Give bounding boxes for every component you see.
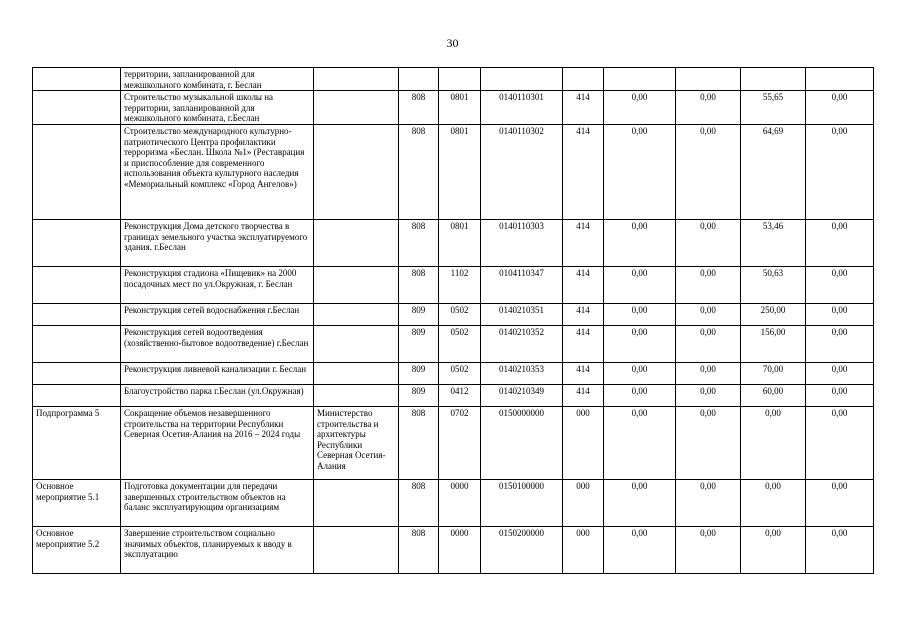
value-cell-3 (741, 68, 806, 91)
value-cell-2: 0,00 (676, 406, 741, 479)
value-cell-1: 0,00 (604, 303, 676, 325)
grbs-cell: 808 (399, 124, 439, 219)
value-cell-1: 0,00 (604, 266, 676, 303)
csr-cell: 0150200000 (481, 526, 563, 573)
name-cell: Подготовка документации для передачи завершенных строительством объектов на баланс эксплуатирующим организациям (121, 479, 314, 526)
name-cell: Реконструкция Дома детского творчества в границах земельного участка эксплуатируемого здания. г.Беслан (121, 219, 314, 266)
vr-cell: 000 (563, 406, 604, 479)
vr-cell: 000 (563, 479, 604, 526)
rzpr-cell: 0412 (439, 384, 481, 406)
level-cell (33, 325, 121, 362)
value-cell-1: 0,00 (604, 124, 676, 219)
rzpr-cell: 0000 (439, 479, 481, 526)
name-cell: Завершение строительством социально значимых объектов, планируемых к вводу в эксплуатацию (121, 526, 314, 573)
table-row (33, 68, 874, 91)
value-cell-2: 0,00 (676, 91, 741, 125)
value-cell-1: 0,00 (604, 526, 676, 573)
value-cell-2: 0,00 (676, 219, 741, 266)
grbs-cell: 809 (399, 362, 439, 384)
csr-cell: 0140210353 (481, 362, 563, 384)
value-cell-4: 0,00 (806, 406, 874, 479)
table-row (33, 406, 874, 479)
rzpr-cell: 0000 (439, 526, 481, 573)
table-row (33, 91, 874, 125)
name-cell: Реконструкция сетей водоснабжения г.Беслан (121, 303, 314, 325)
name-cell: Реконструкция ливневой канализации г. Беслан (121, 362, 314, 384)
grbs-cell: 809 (399, 325, 439, 362)
csr-cell: 0150000000 (481, 406, 563, 479)
rzpr-cell: 0801 (439, 124, 481, 219)
csr-cell: 0140210351 (481, 303, 563, 325)
value-cell-3: 0,00 (741, 526, 806, 573)
executor-cell (314, 526, 399, 573)
table-row (33, 325, 874, 362)
table-row (33, 219, 874, 266)
vr-cell: 414 (563, 91, 604, 125)
vr-cell: 414 (563, 362, 604, 384)
executor-cell (314, 362, 399, 384)
value-cell-1: 0,00 (604, 406, 676, 479)
level-cell (33, 303, 121, 325)
executor-cell (314, 384, 399, 406)
value-cell-4: 0,00 (806, 479, 874, 526)
name-cell: Сокращение объемов незавершенного строительства на территории Республики Северная Осетия-Алания на 2016 – 2024 годы (121, 406, 314, 479)
csr-cell: 0150100000 (481, 479, 563, 526)
level-cell (33, 91, 121, 125)
table-row (33, 362, 874, 384)
value-cell-1: 0,00 (604, 91, 676, 125)
level-cell (33, 124, 121, 219)
value-cell-4: 0,00 (806, 362, 874, 384)
csr-cell: 0104110347 (481, 266, 563, 303)
executor-cell (314, 68, 399, 91)
rzpr-cell: 0702 (439, 406, 481, 479)
grbs-cell: 808 (399, 479, 439, 526)
value-cell-3: 250,00 (741, 303, 806, 325)
value-cell-3: 50,63 (741, 266, 806, 303)
value-cell-3: 55,65 (741, 91, 806, 125)
grbs-cell: 809 (399, 303, 439, 325)
executor-cell (314, 303, 399, 325)
rzpr-cell: 1102 (439, 266, 481, 303)
table-row (33, 526, 874, 573)
value-cell-3: 64,69 (741, 124, 806, 219)
value-cell-4: 0,00 (806, 124, 874, 219)
vr-cell: 414 (563, 303, 604, 325)
grbs-cell: 808 (399, 219, 439, 266)
value-cell-3: 53,46 (741, 219, 806, 266)
level-cell (33, 266, 121, 303)
level-cell (33, 68, 121, 91)
value-cell-4: 0,00 (806, 303, 874, 325)
value-cell-3: 60,00 (741, 384, 806, 406)
vr-cell: 414 (563, 384, 604, 406)
table-row (33, 479, 874, 526)
csr-cell: 0140110302 (481, 124, 563, 219)
budget-table (32, 67, 874, 574)
vr-cell: 414 (563, 325, 604, 362)
rzpr-cell: 0801 (439, 91, 481, 125)
value-cell-1: 0,00 (604, 219, 676, 266)
name-cell: Строительство музыкальной школы на территории, запланированной для межшкольного комбината, г.Беслан (121, 91, 314, 125)
value-cell-1 (604, 68, 676, 91)
csr-cell: 0140110303 (481, 219, 563, 266)
value-cell-2: 0,00 (676, 362, 741, 384)
table-row (33, 303, 874, 325)
level-cell (33, 362, 121, 384)
value-cell-2: 0,00 (676, 325, 741, 362)
executor-cell (314, 91, 399, 125)
name-cell: территории, запланированной для межшкольного комбината, г. Беслан (121, 68, 314, 91)
table-row (33, 384, 874, 406)
value-cell-4: 0,00 (806, 384, 874, 406)
executor-cell: Министерство строительства и архитектуры Республики Северная Осетия-Алания (314, 406, 399, 479)
value-cell-2: 0,00 (676, 479, 741, 526)
value-cell-3: 0,00 (741, 406, 806, 479)
rzpr-cell: 0502 (439, 325, 481, 362)
level-cell: Основное мероприятие 5.2 (33, 526, 121, 573)
grbs-cell: 808 (399, 91, 439, 125)
value-cell-3: 0,00 (741, 479, 806, 526)
grbs-cell (399, 68, 439, 91)
executor-cell (314, 219, 399, 266)
value-cell-1: 0,00 (604, 362, 676, 384)
vr-cell (563, 68, 604, 91)
value-cell-3: 70,00 (741, 362, 806, 384)
vr-cell: 414 (563, 124, 604, 219)
table-row (33, 266, 874, 303)
value-cell-3: 156,00 (741, 325, 806, 362)
csr-cell: 0140210349 (481, 384, 563, 406)
grbs-cell: 808 (399, 526, 439, 573)
name-cell: Реконструкция сетей водоотведения (хозяйственно-бытовое водоотведение) г.Беслан (121, 325, 314, 362)
value-cell-4: 0,00 (806, 91, 874, 125)
value-cell-4: 0,00 (806, 325, 874, 362)
value-cell-2: 0,00 (676, 266, 741, 303)
value-cell-2: 0,00 (676, 303, 741, 325)
grbs-cell: 808 (399, 266, 439, 303)
name-cell: Благоустройство парка г.Беслан (ул.Окружная) (121, 384, 314, 406)
name-cell: Реконструкция стадиона «Пищевик» на 2000 посадочных мест по ул.Окружная, г. Беслан (121, 266, 314, 303)
executor-cell (314, 479, 399, 526)
grbs-cell: 808 (399, 406, 439, 479)
table-row (33, 124, 874, 219)
rzpr-cell: 0801 (439, 219, 481, 266)
value-cell-1: 0,00 (604, 384, 676, 406)
name-cell: Строительство международного культурно-патриотического Центра профилактики терроризма «Беслан. Школа №1» (Реставрация и приспособление для современного использования объекта культурного наследия «Мемориальный комплекс «Город Ангелов») (121, 124, 314, 219)
value-cell-4 (806, 68, 874, 91)
level-cell (33, 384, 121, 406)
vr-cell: 414 (563, 219, 604, 266)
value-cell-2: 0,00 (676, 384, 741, 406)
csr-cell: 0140210352 (481, 325, 563, 362)
value-cell-2: 0,00 (676, 124, 741, 219)
value-cell-2 (676, 68, 741, 91)
level-cell (33, 219, 121, 266)
rzpr-cell (439, 68, 481, 91)
value-cell-4: 0,00 (806, 219, 874, 266)
level-cell: Подпрограмма 5 (33, 406, 121, 479)
page-number: 30 (446, 36, 459, 50)
value-cell-1: 0,00 (604, 479, 676, 526)
csr-cell (481, 68, 563, 91)
rzpr-cell: 0502 (439, 362, 481, 384)
grbs-cell: 809 (399, 384, 439, 406)
vr-cell: 000 (563, 526, 604, 573)
executor-cell (314, 325, 399, 362)
value-cell-2: 0,00 (676, 526, 741, 573)
value-cell-4: 0,00 (806, 526, 874, 573)
rzpr-cell: 0502 (439, 303, 481, 325)
csr-cell: 0140110301 (481, 91, 563, 125)
value-cell-1: 0,00 (604, 325, 676, 362)
value-cell-4: 0,00 (806, 266, 874, 303)
executor-cell (314, 266, 399, 303)
level-cell: Основное мероприятие 5.1 (33, 479, 121, 526)
vr-cell: 414 (563, 266, 604, 303)
executor-cell (314, 124, 399, 219)
